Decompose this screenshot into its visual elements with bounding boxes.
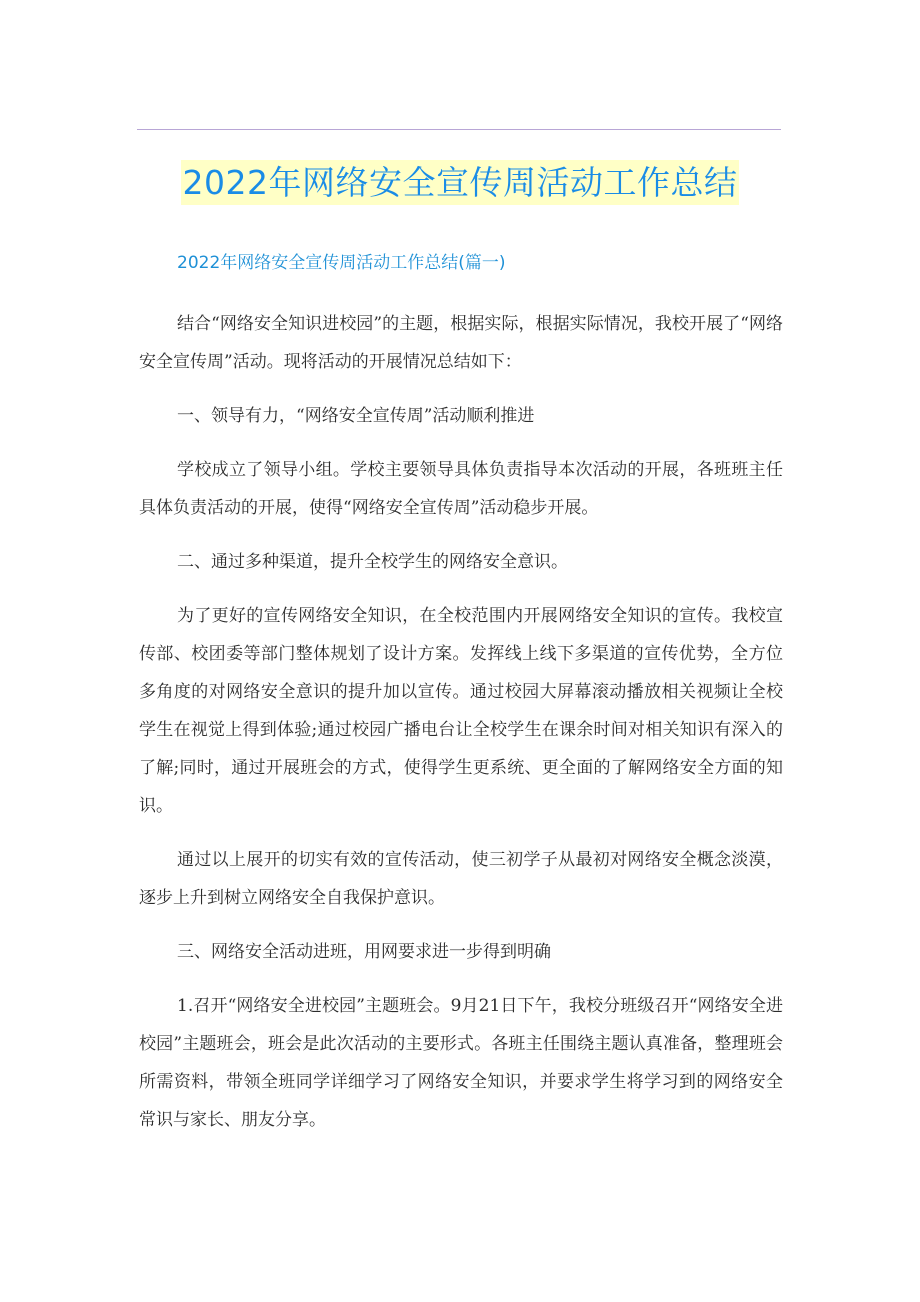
- paragraph-channels: 为了更好的宣传网络安全知识，在全校范围内开展网络安全知识的宣传。我校宣传部、校团委等部门整体规划了设计方案。发挥线上线下多渠道的宣传优势，全方位多角度的对网络安全意识的提升加以宣传。通过校园大屏幕滚动播放相关视频让全校学生在视觉上得到体验;通过校园广播电台让全校学生在课余时间对相关知识有深入的了解;同时，通过开展班会的方式，使得学生更系统、更全面的了解网络安全方面的知识。: [139, 606, 783, 816]
- heading-section-2: 二、通过多种渠道，提升全校学生的网络安全意识。: [177, 552, 568, 572]
- paragraph-intro: 结合“网络安全知识进校园”的主题，根据实际，根据实际情况，我校开展了“网络安全宣传周”活动。现将活动的开展情况总结如下：: [139, 314, 783, 372]
- section-subtitle: 2022年网络安全宣传周活动工作总结(篇一): [177, 253, 506, 273]
- heading-section-1: 一、领导有力，“网络安全宣传周”活动顺利推进: [177, 406, 535, 426]
- document-title: 2022年网络安全宣传周活动工作总结: [181, 160, 740, 205]
- paragraph-class-meeting: 1.召开“网络安全进校园”主题班会。9月21日下午，我校分班级召开“网络安全进校园”主题班会，班会是此次活动的主要形式。各班主任围绕主题认真准备，整理班会所需资料，带领全班同学详细学习了网络安全知识，并要求学生将学习到的网络安全常识与家长、朋友分享。: [139, 996, 783, 1130]
- heading-section-3: 三、网络安全活动进班，用网要求进一步得到明确: [177, 942, 551, 962]
- paragraph-effect: 通过以上展开的切实有效的宣传活动，使三初学子从最初对网络安全概念淡漠，逐步上升到树立网络安全自我保护意识。: [139, 850, 783, 908]
- paragraph-leadership: 学校成立了领导小组。学校主要领导具体负责指导本次活动的开展，各班班主任具体负责活动的开展，使得“网络安全宣传周”活动稳步开展。: [139, 460, 783, 518]
- title-container: [0, 160, 920, 205]
- header-divider: [137, 129, 781, 130]
- document-body: [139, 248, 783, 1155]
